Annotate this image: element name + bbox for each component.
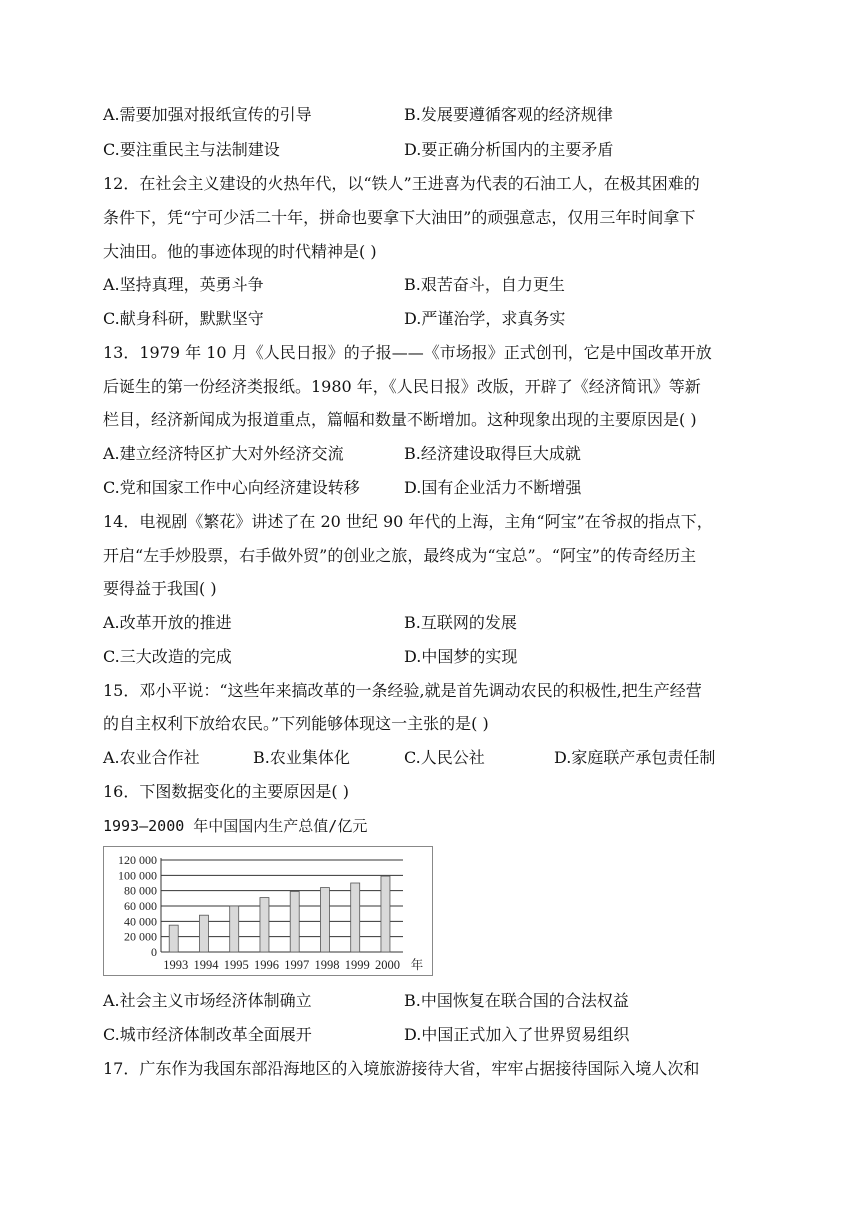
- q16-option-d: D.中国正式加入了世界贸易组织: [404, 1025, 630, 1044]
- y-tick-label: 100 000: [118, 868, 157, 883]
- bar-1993: [169, 925, 178, 952]
- q12-option-b: B.艰苦奋斗，自力更生: [404, 275, 565, 294]
- bar-2000: [381, 876, 390, 952]
- q16-option-a: A.社会主义市场经济体制确立: [103, 991, 312, 1010]
- q13-option-b: B.经济建设取得巨大成就: [404, 444, 581, 463]
- y-tick-label: 80 000: [124, 883, 157, 898]
- x-tick-label: 1998: [314, 958, 340, 972]
- q11-option-b: B.发展要遵循客观的经济规律: [404, 105, 613, 124]
- q15-option-c: C.人民公社: [404, 748, 485, 767]
- y-tick-label: 60 000: [124, 899, 157, 913]
- bar-1994: [199, 915, 208, 952]
- q14-option-b: B.互联网的发展: [404, 613, 517, 632]
- q11-option-d: D.要正确分析国内的主要矛盾: [404, 140, 614, 159]
- q12-option-d: D.严谨治学，求真务实: [404, 309, 566, 328]
- gdp-bar-chart: [103, 846, 433, 976]
- q15-option-b: B.农业集体化: [253, 748, 350, 767]
- q14-stem-line-1: 14．电视剧《繁花》讲述了在 20 世纪 90 年代的上海，主角“阿宝”在爷叔的指点下，: [103, 512, 713, 531]
- q15-stem-line-1: 15．邓小平说：“这些年来搞改革的一条经验,就是首先调动农民的积极性,把生产经营: [103, 681, 702, 700]
- q17-stem-line-1: 17．广东作为我国东部沿海地区的入境旅游接待大省，牢牢占据接待国际入境人次和: [103, 1059, 700, 1078]
- x-tick-label: 1996: [253, 958, 279, 972]
- q14-option-c: C.三大改造的完成: [103, 647, 232, 666]
- x-tick-label: 1997: [284, 958, 310, 972]
- q14-stem-line-2: 开启“左手炒股票，右手做外贸”的创业之旅，最终成为“宝总”。“阿宝”的传奇经历主: [103, 546, 697, 565]
- bar-1999: [351, 883, 360, 952]
- q13-option-a: A.建立经济特区扩大对外经济交流: [103, 444, 344, 463]
- x-tick-label: 1994: [193, 958, 219, 972]
- y-tick-label: 120 000: [118, 853, 157, 867]
- x-axis-label: 年: [410, 958, 424, 972]
- x-tick-label: 1993: [163, 958, 189, 972]
- bar-1996: [260, 898, 269, 952]
- q15-option-a: A.农业合作社: [103, 748, 200, 767]
- q13-option-c: C.党和国家工作中心向经济建设转移: [103, 478, 360, 497]
- bar-1995: [230, 906, 239, 952]
- y-tick-label: 0: [151, 945, 157, 959]
- q13-stem-line-2: 后诞生的第一份经济类报纸。1980 年，《人民日报》改版，开辟了《经济简讯》等新: [103, 377, 701, 396]
- q12-stem-line-1: 12．在社会主义建设的火热年代，以“铁人”王进喜为代表的石油工人，在极其困难的: [103, 174, 700, 193]
- q14-option-d: D.中国梦的实现: [404, 647, 518, 666]
- q15-option-d: D.家庭联产承包责任制: [554, 748, 716, 767]
- q11-option-a: A.需要加强对报纸宣传的引导: [103, 105, 312, 124]
- q14-option-a: A.改革开放的推进: [103, 613, 232, 632]
- q13-stem-line-3: 栏目，经济新闻成为报道重点，篇幅和数量不断增加。这种现象出现的主要原因是( ): [103, 410, 697, 429]
- q16-option-b: B.中国恢复在联合国的合法权益: [404, 991, 629, 1010]
- q13-option-d: D.国有企业活力不断增强: [404, 478, 582, 497]
- q12-stem-line-2: 条件下，凭“宁可少活二十年，拼命也要拿下大油田”的顽强意志，仅用三年时间拿下: [103, 208, 696, 227]
- x-tick-label: 1999: [344, 958, 370, 972]
- y-tick-label: 40 000: [124, 914, 157, 929]
- q12-option-c: C.献身科研，默默坚守: [103, 309, 264, 328]
- q13-stem-line-1: 13．1979 年 10 月《人民日报》的子报——《市场报》正式创刊，它是中国改革开放: [103, 343, 712, 362]
- x-tick-label: 2000: [374, 958, 400, 972]
- q15-stem-line-2: 的自主权利下放给农民。”下列能够体现这一主张的是( ): [103, 714, 489, 733]
- chart-caption: 1993—2000 年中国国内生产总值/亿元: [103, 817, 368, 835]
- q12-option-a: A.坚持真理，英勇斗争: [103, 275, 264, 294]
- q16-option-c: C.城市经济体制改革全面展开: [103, 1025, 312, 1044]
- bar-1997: [290, 891, 299, 952]
- q12-stem-line-3: 大油田。他的事迹体现的时代精神是( ): [103, 242, 377, 261]
- y-tick-label: 20 000: [124, 929, 157, 944]
- q16-stem: 16．下图数据变化的主要原因是( ): [103, 782, 349, 801]
- q14-stem-line-3: 要得益于我国( ): [103, 579, 217, 598]
- bar-1998: [320, 888, 329, 952]
- x-tick-label: 1995: [223, 958, 249, 972]
- q11-option-c: C.要注重民主与法制建设: [103, 140, 280, 159]
